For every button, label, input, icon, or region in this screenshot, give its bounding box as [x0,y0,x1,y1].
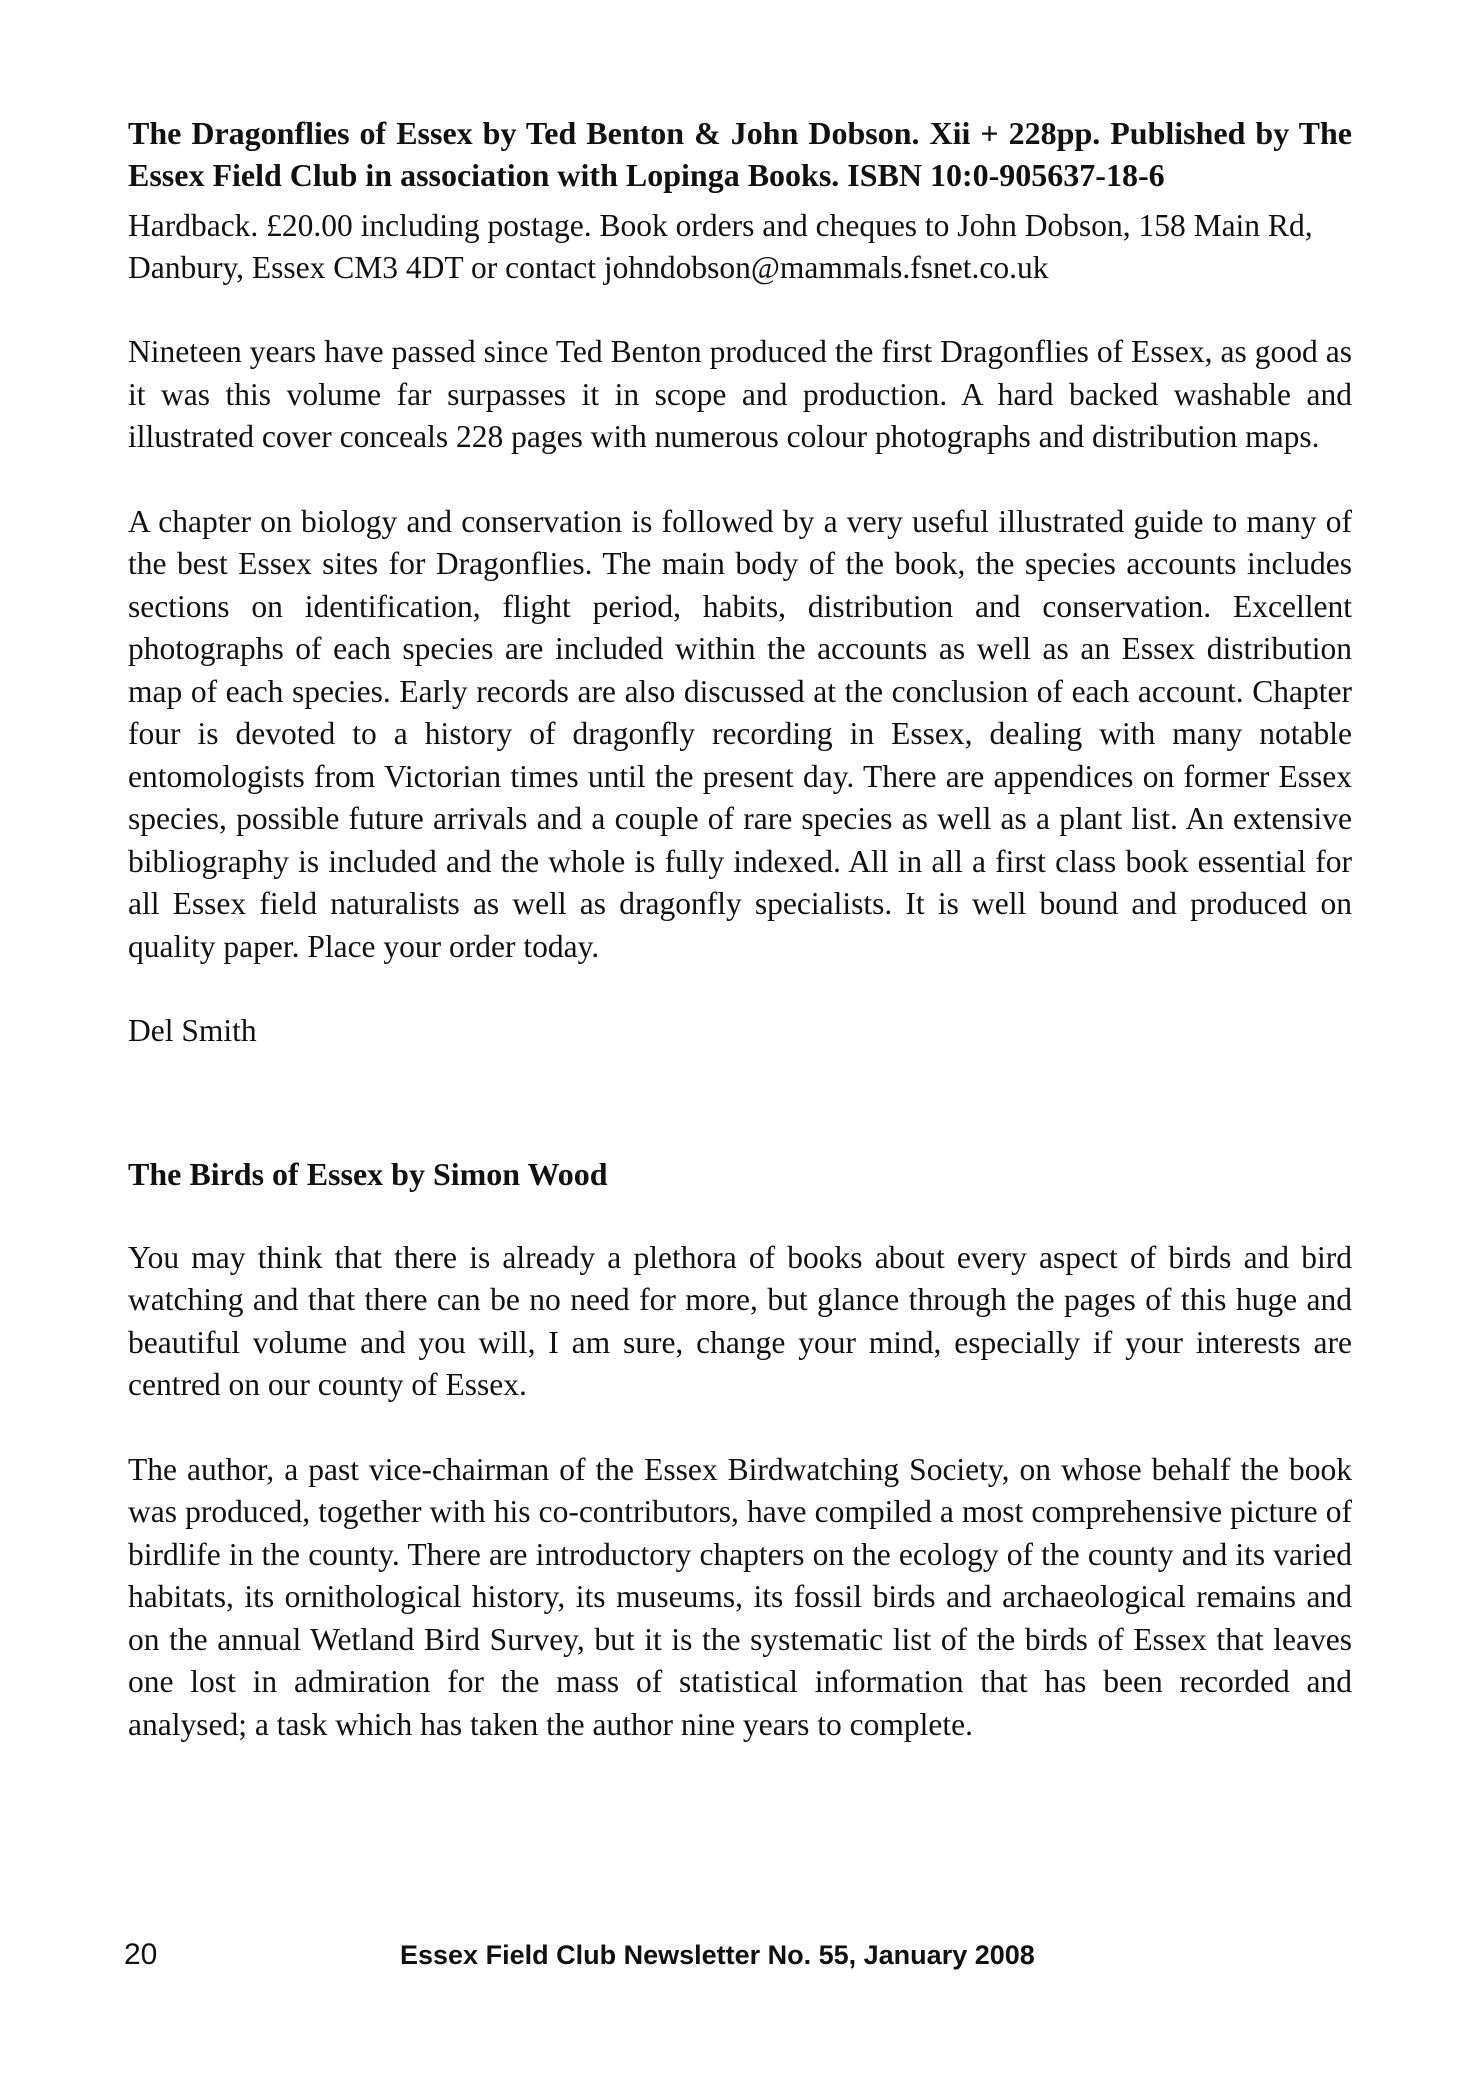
page-content [128,112,1352,1746]
review-paragraph: A chapter on biology and conservation is followed by a very useful illustrated guide to many of the best Essex sites for Dragonflies. The main body of the book, the species accounts includes sections on identification, flight period, habits, distribution and conservation. Excellent photographs of each species are included within the accounts as well as an Essex distribution map of each species. Early records are also discussed at the conclusion of each account. Chapter four is devoted to a history of dragonfly recording in Essex, dealing with many notable entomologists from Victorian times until the present day. There are appendices on former Essex species, possible future arrivals and a couple of rare species as well as a plant list. An extensive bibliography is included and the whole is fully indexed. All in all a first class book essential for all Essex field naturalists as well as dragonfly specialists. It is well bound and produced on quality paper. Place your order today. [128,503,1352,964]
reviewer-signature: Del Smith [128,1013,257,1048]
review-birds-of-essex [128,1153,1352,1747]
page-number: 20 [124,1938,158,1971]
review-paragraph: You may think that there is already a plethora of books about every aspect of birds and bird watching and that there can be no need for more, but glance through the pages of this huge and beautiful volume and you will, I am sure, change your mind, especially if your interests are centred on our county of Essex. [128,1239,1352,1402]
review-paragraph: Nineteen years have passed since Ted Benton produced the first Dragonflies of Essex, as good as it was this volume far surpasses it in scope and production. A hard backed washable and illustrated cover conceals 228 pages with numerous colour photographs and distribution maps. [128,334,1352,454]
review-paragraph: The author, a past vice-chairman of the Essex Birdwatching Society, on whose behalf the book was produced, together with his co-contributors, have compiled a most comprehensive picture of birdlife in the county. There are introductory chapters on the ecology of the county and its varied habitats, its ornithological history, its museums, its fossil birds and archaeological remains and on the annual Wetland Bird Survey, but it is the systematic list of the birds of Essex that leaves one lost in admiration for the mass of statistical information that has been recorded and analysed; a task which has taken the author nine years to complete. [128,1451,1352,1742]
review-heading: The Birds of Essex by Simon Wood [128,1155,608,1192]
publication-title: Essex Field Club Newsletter No. 55, January 2008 [400,1940,1035,1970]
review-dragonflies-of-essex [128,112,1352,1053]
book-order-details: Hardback. £20.00 including postage. Book orders and cheques to John Dobson, 158 Main Rd, Danbury, Essex CM3 4DT or contact johndobson@mammals.fsnet.co.uk [128,208,1313,285]
review-heading: The Dragonflies of Essex by Ted Benton & John Dobson. Xii + 228pp. Published by The Essex Field Club in association with Lopinga Books. ISBN 10:0-905637-18-6 [128,115,1352,193]
page-footer [124,1935,1352,1975]
